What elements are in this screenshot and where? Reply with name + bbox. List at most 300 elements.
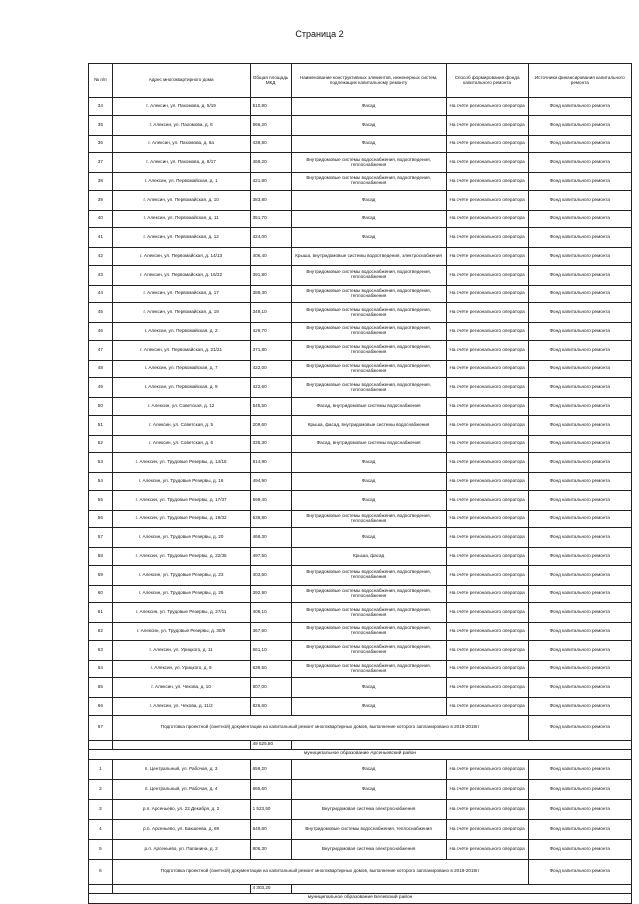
table-row [89, 173, 632, 191]
row-area: 209,60 [250, 415, 291, 435]
row-number: 46 [89, 323, 113, 341]
table-row [89, 98, 632, 116]
row-source: Фонд капитального ремонта [528, 340, 631, 360]
empty-cell [291, 884, 631, 893]
row-works: Внутридомовые системы водоснабжения, водоотведения, теплоснабжения [291, 340, 446, 360]
table-row [89, 548, 632, 566]
header-method: Способ формирования фонда капитального ремонта [446, 64, 528, 98]
row-number: 6 [89, 859, 113, 884]
row-works: Фасад [291, 453, 446, 473]
row-source: Фонд капитального ремонта [528, 190, 631, 210]
row-method: На счёте регионального оператора [446, 378, 528, 398]
row-area: 566,20 [250, 115, 291, 135]
row-address: г. Алексин, ул. Советская, д. 12 [112, 398, 250, 416]
row-area: 648,60 [250, 819, 291, 839]
row-method: На счёте регионального оператора [446, 285, 528, 303]
row-area: 826,60 [250, 698, 291, 716]
row-number: 3 [89, 799, 113, 819]
row-area: 392,90 [250, 585, 291, 603]
row-source: Фонд капитального ремонта [528, 528, 631, 548]
row-method: На счёте регионального оператора [446, 759, 528, 779]
total-area: 4 303,20 [250, 884, 291, 893]
row-number: 54 [89, 473, 113, 491]
row-source: Фонд капитального ремонта [528, 799, 631, 819]
row-source: Фонд капитального ремонта [528, 415, 631, 435]
row-source: Фонд капитального ремонта [528, 303, 631, 323]
row-source: Фонд капитального ремонта [528, 715, 631, 740]
table-row [89, 473, 632, 491]
row-number: 40 [89, 210, 113, 228]
row-source: Фонд капитального ремонта [528, 603, 631, 623]
row-method: На счёте регионального оператора [446, 398, 528, 416]
row-works: Фасад [291, 759, 446, 779]
header-works: Наименование конструктивных элементов, инженерных систем, подлежащих капитальному ремонту [291, 64, 446, 98]
row-number: 44 [89, 285, 113, 303]
row-address: г. Алексин, ул. Трудовые Резервы, д. 17/37 [112, 490, 250, 510]
row-area: 1 523,50 [250, 799, 291, 819]
table-row [89, 660, 632, 678]
row-area: 389,30 [250, 285, 291, 303]
row-method: На счёте регионального оператора [446, 135, 528, 153]
row-source: Фонд капитального ремонта [528, 265, 631, 285]
row-address: г. Алексин, ул. Первомайская, д. 10 [112, 190, 250, 210]
row-works: Внутридомовые системы водоснабжения, водоотведения, теплоснабжения [291, 640, 446, 660]
row-number: 38 [89, 173, 113, 191]
row-number: 35 [89, 115, 113, 135]
section-aleksin-footer [89, 715, 632, 759]
table-row [89, 510, 632, 528]
row-area: 422,60 [250, 378, 291, 398]
municipality-row [89, 893, 632, 903]
row-address: г. Алексин, ул. Советская, д. 6 [112, 435, 250, 453]
row-number: 57 [89, 528, 113, 548]
table-row [89, 378, 632, 398]
row-area: 545,50 [250, 398, 291, 416]
row-number: 50 [89, 398, 113, 416]
row-number: 37 [89, 153, 113, 173]
row-works: Фасад [291, 490, 446, 510]
municipality-row [89, 749, 632, 759]
row-method: На счёте регионального оператора [446, 115, 528, 135]
row-number: 63 [89, 640, 113, 660]
table-row [89, 415, 632, 435]
row-method: На счёте регионального оператора [446, 640, 528, 660]
row-address: р.п. Арсеньево, ул. Папанина, д. 2 [112, 839, 250, 859]
empty-cell [291, 740, 631, 749]
page-number-header: Страница 2 [295, 29, 344, 39]
row-method: На счёте регионального оператора [446, 173, 528, 191]
row-works: Крыша, внутридомовые системы водоотведения, электроснабжения [291, 248, 446, 266]
row-number: 49 [89, 378, 113, 398]
row-works: Внутридомовые системы водоснабжения, водоотведения, теплоснабжения [291, 360, 446, 378]
header-source: Источники финансирования капитального ремонта [528, 64, 631, 98]
row-works: Фасад [291, 98, 446, 116]
row-method: На счёте регионального оператора [446, 528, 528, 548]
row-works: Фасад [291, 779, 446, 799]
row-address: р.п. Арсеньево, ул. Бакшеева, д. 69 [112, 819, 250, 839]
row-number: 53 [89, 453, 113, 473]
row-works: Внутридомовые системы водоснабжения, водоотведения, теплоснабжения [291, 660, 446, 678]
table-row [89, 453, 632, 473]
row-area: 349,10 [250, 303, 291, 323]
row-area: 424,00 [250, 228, 291, 248]
row-number: 48 [89, 360, 113, 378]
row-area: 335,30 [250, 435, 291, 453]
row-number: 5 [89, 839, 113, 859]
row-area: 599,40 [250, 490, 291, 510]
total-row [89, 740, 632, 749]
municipality-title: муниципальное образование Арсеньевский район [89, 749, 632, 759]
table-row [89, 715, 632, 740]
row-method: На счёте регионального оператора [446, 490, 528, 510]
row-source: Фонд капитального ремонта [528, 435, 631, 453]
row-number: 56 [89, 510, 113, 528]
table-row [89, 285, 632, 303]
table-row [89, 303, 632, 323]
empty-cell [112, 740, 250, 749]
row-source: Фонд капитального ремонта [528, 510, 631, 528]
row-method: На счёте регионального оператора [446, 698, 528, 716]
row-number: 62 [89, 623, 113, 641]
row-source: Фонд капитального ремонта [528, 228, 631, 248]
row-address: г. Алексин, ул. Первомайская, д. 17 [112, 285, 250, 303]
row-area: 469,20 [250, 153, 291, 173]
row-address: г. Алексин, ул. Пахомова, д. 6 [112, 115, 250, 135]
row-address: г. Алексин, ул. Трудовые Резервы, д. 22/35 [112, 548, 250, 566]
row-works: Внутридомовые системы водоснабжения, водоотведения, теплоснабжения [291, 265, 446, 285]
table-row [89, 839, 632, 859]
row-address: п. Центральный, ул. Рабочая, д. 3 [112, 759, 250, 779]
row-method: На счёте регионального оператора [446, 435, 528, 453]
row-area: 806,30 [250, 839, 291, 859]
row-source: Фонд капитального ремонта [528, 248, 631, 266]
row-works: Фасад, внутридомовые системы водоснабжения [291, 398, 446, 416]
row-works: Фасад [291, 190, 446, 210]
row-area: 421,80 [250, 173, 291, 191]
row-method: На счёте регионального оператора [446, 453, 528, 473]
row-method: На счёте регионального оператора [446, 819, 528, 839]
empty-cell [89, 884, 113, 893]
empty-cell [112, 884, 250, 893]
row-method: На счёте регионального оператора [446, 799, 528, 819]
row-works: Фасад [291, 528, 446, 548]
row-works: Фасад [291, 698, 446, 716]
header-area: Общая площадь МКД [250, 64, 291, 98]
row-number: 51 [89, 415, 113, 435]
municipality-title: муниципальное образование Белевский район [89, 893, 632, 903]
row-address: п. Центральный, ул. Рабочая, д. 4 [112, 779, 250, 799]
row-source: Фонд капитального ремонта [528, 859, 631, 884]
table-row [89, 248, 632, 266]
row-method: На счёте регионального оператора [446, 473, 528, 491]
row-area: 639,50 [250, 660, 291, 678]
row-source: Фонд капитального ремонта [528, 378, 631, 398]
row-number: 67 [89, 715, 113, 740]
table-row [89, 678, 632, 698]
row-works: Внутридомовые системы водоснабжения, водоотведения, теплоснабжения [291, 585, 446, 603]
row-source: Фонд капитального ремонта [528, 640, 631, 660]
row-works: Внутридомовые системы водоснабжения, водоотведения, теплоснабжения [291, 603, 446, 623]
row-area: 510,80 [250, 98, 291, 116]
row-source: Фонд капитального ремонта [528, 819, 631, 839]
table-row [89, 759, 632, 779]
row-number: 1 [89, 759, 113, 779]
row-address: г. Алексин, ул. Первомайская, д. 2 [112, 323, 250, 341]
capital-repair-table [88, 63, 632, 904]
row-address: г. Алексин, ул. Пахомова, д. 5/19 [112, 98, 250, 116]
row-address: г. Алексин, ул. Трудовые Резервы, д. 27/11 [112, 603, 250, 623]
row-source: Фонд капитального ремонта [528, 453, 631, 473]
row-area: 429,70 [250, 323, 291, 341]
total-area: 49 525,80 [250, 740, 291, 749]
row-works: Внутридомовые системы водоснабжения, водоотведения, теплоснабжения [291, 323, 446, 341]
row-source: Фонд капитального ремонта [528, 678, 631, 698]
section-aleksin-body [89, 98, 632, 716]
row-works: Крыша, фасад [291, 548, 446, 566]
row-area: 406,40 [250, 248, 291, 266]
row-address: г. Алексин, ул. Первомайская, д. 19 [112, 303, 250, 323]
empty-cell [89, 740, 113, 749]
design-docs-text: Подготовка проектной (сметной) документации на капитальный ремонт многоквартирных домов, выполнение которого запланировано в 2018-2019гг [112, 715, 528, 740]
row-number: 61 [89, 603, 113, 623]
row-number: 58 [89, 548, 113, 566]
row-works: Фасад [291, 678, 446, 698]
row-address: г. Алексин, ул. Трудовые Резервы, д. 19/32 [112, 510, 250, 528]
row-number: 52 [89, 435, 113, 453]
row-area: 494,90 [250, 473, 291, 491]
row-area: 665,60 [250, 779, 291, 799]
table-row [89, 698, 632, 716]
row-address: г. Алексин, ул. Первомайская, д. 16/32 [112, 265, 250, 285]
table-row [89, 819, 632, 839]
row-method: На счёте регионального оператора [446, 510, 528, 528]
row-method: На счёте регионального оператора [446, 190, 528, 210]
row-works: Фасад [291, 135, 446, 153]
table-row [89, 228, 632, 248]
table-row [89, 490, 632, 510]
row-method: На счёте регионального оператора [446, 678, 528, 698]
table-row [89, 135, 632, 153]
row-method: На счёте регионального оператора [446, 623, 528, 641]
row-area: 351,70 [250, 210, 291, 228]
row-source: Фонд капитального ремонта [528, 398, 631, 416]
row-source: Фонд капитального ремонта [528, 779, 631, 799]
row-area: 406,10 [250, 603, 291, 623]
table-row [89, 115, 632, 135]
row-works: Внутридомовая система электроснабжения [291, 799, 446, 819]
row-method: На счёте регионального оператора [446, 303, 528, 323]
row-method: На счёте регионального оператора [446, 228, 528, 248]
row-address: г. Алексин, ул. Первомайская, д. 11 [112, 210, 250, 228]
row-number: 36 [89, 135, 113, 153]
row-area: 468,30 [250, 528, 291, 548]
row-address: г. Алексин, ул. Трудовые Резервы, д. 14/16 [112, 453, 250, 473]
row-area: 659,20 [250, 759, 291, 779]
row-area: 422,00 [250, 360, 291, 378]
row-works: Внутридомовые системы водоснабжения, водоотведения, теплоснабжения [291, 510, 446, 528]
row-address: г. Алексин, ул. Первомайская, д. 12 [112, 228, 250, 248]
row-works: Внутридомовая система электроснабжения [291, 839, 446, 859]
table-row [89, 859, 632, 884]
table-row [89, 323, 632, 341]
row-number: 39 [89, 190, 113, 210]
row-works: Фасад [291, 115, 446, 135]
row-method: На счёте регионального оператора [446, 210, 528, 228]
row-method: На счёте регионального оператора [446, 779, 528, 799]
row-works: Фасад [291, 228, 446, 248]
row-address: г. Алексин, ул. Трудовые Резервы, д. 30/9 [112, 623, 250, 641]
table-row [89, 779, 632, 799]
row-address: г. Алексин, ул. Пахомова, д. 6а [112, 135, 250, 153]
row-works: Внутридомовые системы водоснабжения, водоотведения, теплоснабжения [291, 173, 446, 191]
row-area: 661,10 [250, 640, 291, 660]
table-row [89, 265, 632, 285]
row-address: г. Алексин, ул. Трудовые Резервы, д. 23 [112, 565, 250, 585]
table-row [89, 210, 632, 228]
row-address: г. Алексин, ул. Трудовые Резервы, д. 25 [112, 585, 250, 603]
section-arsenyevo-body [89, 759, 632, 859]
row-number: 60 [89, 585, 113, 603]
table-header-row [89, 64, 632, 98]
row-method: На счёте регионального оператора [446, 265, 528, 285]
row-area: 536,80 [250, 510, 291, 528]
row-method: На счёте регионального оператора [446, 415, 528, 435]
row-method: На счёте регионального оператора [446, 248, 528, 266]
row-address: г. Алексин, ул. Чехова, д. 11/2 [112, 698, 250, 716]
row-number: 64 [89, 660, 113, 678]
header-num: № п/п [89, 64, 113, 98]
row-method: На счёте регионального оператора [446, 585, 528, 603]
total-row [89, 884, 632, 893]
table-row [89, 435, 632, 453]
row-number: 42 [89, 248, 113, 266]
row-method: На счёте регионального оператора [446, 98, 528, 116]
row-source: Фонд капитального ремонта [528, 759, 631, 779]
row-source: Фонд капитального ремонта [528, 585, 631, 603]
row-source: Фонд капитального ремонта [528, 360, 631, 378]
row-method: На счёте регионального оператора [446, 565, 528, 585]
design-docs-text: Подготовка проектной (сметной) документации на капитальный ремонт многоквартирных домов, выполнение которого запланировано в 2018-2019гг [112, 859, 528, 884]
row-number: 2 [89, 779, 113, 799]
row-source: Фонд капитального ремонта [528, 285, 631, 303]
row-number: 41 [89, 228, 113, 248]
row-area: 514,90 [250, 453, 291, 473]
row-method: На счёте регионального оператора [446, 360, 528, 378]
row-works: Внутридомовые системы водоснабжения, водоотведения, теплоснабжения [291, 285, 446, 303]
row-source: Фонд капитального ремонта [528, 173, 631, 191]
row-address: г. Алексин, ул. Первомайская, д. 14/13 [112, 248, 250, 266]
row-number: 59 [89, 565, 113, 585]
row-address: г. Алексин, ул. Советская, д. 5 [112, 415, 250, 435]
row-address: г. Алексин, ул. Трудовые Резервы, д. 20 [112, 528, 250, 548]
table-row [89, 565, 632, 585]
row-address: г. Алексин, ул. Урицкого, д. 11 [112, 640, 250, 660]
row-works: Внутридомовые системы водоснабжения, водоотведения, теплоснабжения [291, 378, 446, 398]
row-source: Фонд капитального ремонта [528, 698, 631, 716]
row-address: г. Алексин, ул. Первомайская, д. 7 [112, 360, 250, 378]
row-number: 4 [89, 819, 113, 839]
table-row [89, 585, 632, 603]
row-source: Фонд капитального ремонта [528, 473, 631, 491]
row-area: 383,80 [250, 190, 291, 210]
row-number: 43 [89, 265, 113, 285]
row-address: г. Алексин, ул. Чехова, д. 10 [112, 678, 250, 698]
row-number: 65 [89, 678, 113, 698]
table-row [89, 640, 632, 660]
row-method: На счёте регионального оператора [446, 839, 528, 859]
row-address: г. Алексин, ул. Первомайская, д. 1 [112, 173, 250, 191]
row-works: Внутридомовые системы водоснабжения, теплоснабжения [291, 819, 446, 839]
row-area: 439,80 [250, 135, 291, 153]
table-row [89, 528, 632, 548]
row-address: г. Алексин, ул. Трудовые Резервы, д. 16 [112, 473, 250, 491]
row-source: Фонд капитального ремонта [528, 98, 631, 116]
row-source: Фонд капитального ремонта [528, 660, 631, 678]
row-works: Фасад, внутридомовые системы водоснабжения [291, 435, 446, 453]
row-source: Фонд капитального ремонта [528, 623, 631, 641]
row-method: На счёте регионального оператора [446, 340, 528, 360]
table-row [89, 799, 632, 819]
row-works: Внутридомовые системы водоснабжения, водоотведения, теплоснабжения [291, 303, 446, 323]
row-method: На счёте регионального оператора [446, 660, 528, 678]
row-area: 497,50 [250, 548, 291, 566]
row-area: 391,80 [250, 265, 291, 285]
row-works: Внутридомовые системы водоснабжения, водоотведения, теплоснабжения [291, 153, 446, 173]
table-row [89, 190, 632, 210]
row-source: Фонд капитального ремонта [528, 135, 631, 153]
row-method: На счёте регионального оператора [446, 548, 528, 566]
row-source: Фонд капитального ремонта [528, 839, 631, 859]
row-address: г. Алексин, ул. Урицкого, д. 9 [112, 660, 250, 678]
row-works: Внутридомовые системы водоснабжения, водоотведения, теплоснабжения [291, 623, 446, 641]
row-address: г. Алексин, ул. Первомайская, д. 21/21 [112, 340, 250, 360]
row-area: 403,60 [250, 565, 291, 585]
header-address: Адрес многоквартирного дома [112, 64, 250, 98]
table-row [89, 360, 632, 378]
row-address: р.п. Арсеньево, ул. 22 Декабря, д. 2 [112, 799, 250, 819]
row-address: г. Алексин, ул. Пахомова, д. 8/17 [112, 153, 250, 173]
row-method: На счёте регионального оператора [446, 153, 528, 173]
row-works: Крыша, фасад, внутридомовые системы водоснабжения [291, 415, 446, 435]
row-area: 607,00 [250, 678, 291, 698]
table-row [89, 623, 632, 641]
row-number: 55 [89, 490, 113, 510]
row-works: Фасад [291, 210, 446, 228]
section-arsenyevo-footer [89, 859, 632, 903]
row-number: 47 [89, 340, 113, 360]
row-source: Фонд капитального ремонта [528, 115, 631, 135]
row-area: 367,60 [250, 623, 291, 641]
table-row [89, 603, 632, 623]
row-source: Фонд капитального ремонта [528, 323, 631, 341]
row-source: Фонд капитального ремонта [528, 210, 631, 228]
table-row [89, 340, 632, 360]
row-works: Внутридомовые системы водоснабжения, водоотведения, теплоснабжения [291, 565, 446, 585]
row-source: Фонд капитального ремонта [528, 153, 631, 173]
row-number: 66 [89, 698, 113, 716]
row-source: Фонд капитального ремонта [528, 565, 631, 585]
row-source: Фонд капитального ремонта [528, 490, 631, 510]
row-number: 45 [89, 303, 113, 323]
row-method: На счёте регионального оператора [446, 323, 528, 341]
row-works: Фасад [291, 473, 446, 491]
row-address: г. Алексин, ул. Первомайская, д. 9 [112, 378, 250, 398]
row-number: 34 [89, 98, 113, 116]
row-area: 371,80 [250, 340, 291, 360]
row-method: На счёте регионального оператора [446, 603, 528, 623]
table-row [89, 398, 632, 416]
row-source: Фонд капитального ремонта [528, 548, 631, 566]
